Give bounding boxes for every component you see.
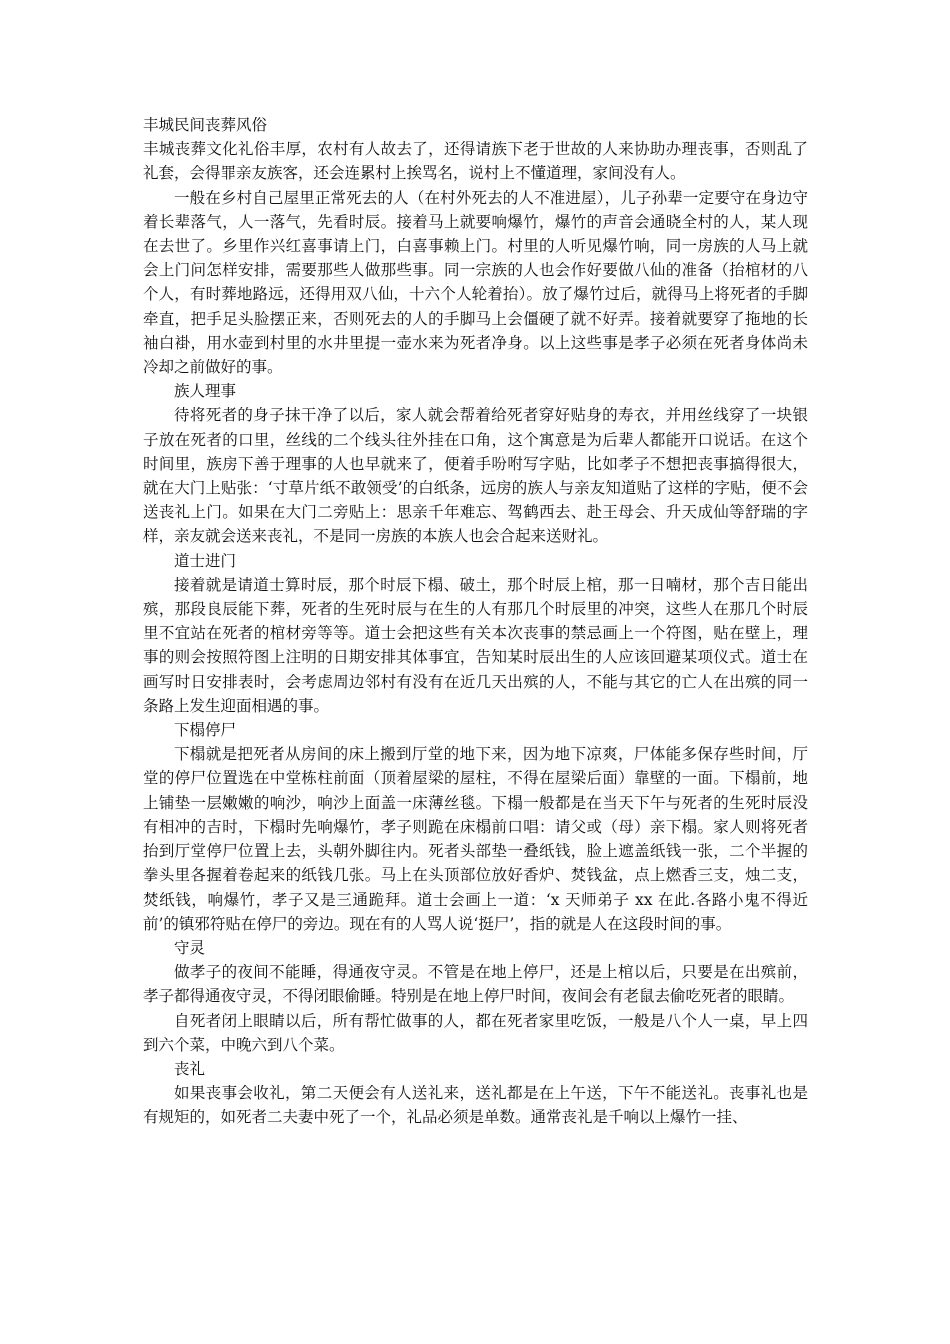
paragraph-taoist-priest: 接着就是请道士算时辰，那个时辰下榻、破土，那个时辰上棺，那一日喃材，那个吉日能出殡，那段良辰能下葬，死者的生死时辰与在生的人有那几个时辰里的冲突，这些人在那几个时辰里不宜站在死者的棺材旁等等。道士会把这些有关本次丧事的禁忌画上一个符图，贴在壁上，理事的则会按照符图上注明的日期安排其体事宜，告知某时辰出生的人应该回避某项仪式。道士在画写时日安排表时，会考虑周边邻村有没有在近几天出殡的人，不能与其它的亡人在出殡的同一条路上发生迎面相遇的事。 [143,575,808,715]
paragraph-death-rites: 一般在乡村自己屋里正常死去的人（在村外死去的人不准进屋），儿子孙辈一定要守在身边守着长辈落气，人一落气，先看时辰。接着马上就要响爆竹，爆竹的声音会通晓全村的人，某人现在去世了。乡里作兴红喜事请上门，白喜事赖上门。村里的人听见爆竹响，同一房族的人马上就会上门问怎样安排，需要那些人做那些事。同一宗族的人也会作好要做八仙的准备（抬棺材的八个人，有时葬地路远，还得用双八仙，十六个人轮着抬）。放了爆竹过后，就得马上将死者的手脚牵直，把手足头脸摆正来，否则死去的人的手脚马上会僵硬了就不好弄。接着就要穿了拖地的长袖白褂，用水壶到村里的水井里提一壶水来为死者净身。以上这些事是孝子必须在死者身体尚未冷却之前做好的事。 [143,188,808,377]
paragraph-vigil: 做孝子的夜间不能睡，得通夜守灵。不管是在地上停尸，还是上棺以后，只要是在出殡前，孝子都得通夜守灵，不得闭眼偷睡。特别是在地上停尸时间，夜间会有老鼠去偷吃死者的眼睛。 [143,963,808,1006]
document-page [143,113,808,1130]
intro-paragraph: 丰城丧葬文化礼俗丰厚，农村有人故去了，还得请族下老于世故的人来协助办理丧事，否则乱了礼套，会得罪亲友族客，还会连累村上挨骂名，说村上不懂道理，家间没有人。 [143,140,808,183]
section-heading-funeral-gifts: 丧礼 [174,1059,206,1078]
paragraph-laying-out: 下榻就是把死者从房间的床上搬到厅堂的地下来，因为地下凉爽，尸体能多保存些时间，厅堂的停尸位置选在中堂栋柱前面（顶着屋梁的屋柱，不得在屋梁后面）靠壁的一面。下榻前，地上铺垫一层嫩嫩的响沙，响沙上面盖一床薄丝毯。下榻一般都是在当天下午与死者的生死时辰没有相冲的吉时，下榻时先响爆竹，孝子则跪在床榻前口唱：请父或（母）亲下榻。家人则将死者抬到厅堂停尸位置上去，头朝外脚往内。死者头部垫一叠纸钱，脸上遮盖纸钱一张，二个半握的拳头里各握着卷起来的纸钱几张。马上在头顶部位放好香炉、焚钱盆，点上燃香三支，烛二支，焚纸钱，响爆竹，孝子又是三通跪拜。道士会画上一道：‘x 天师弟子 xx 在此.各路小鬼不得近前’的镇邪符贴在停尸的旁边。现在有的人骂人说‘挺尸’，指的就是人在这段时间的事。 [143,745,808,933]
document-title: 丰城民间丧葬风俗 [143,116,268,134]
paragraph-meals: 自死者闭上眼睛以后，所有帮忙做事的人，都在死者家里吃饭，一般是八个人一桌，早上四到六个菜，中晚六到八个菜。 [143,1011,808,1054]
section-heading-taoist-priest: 道士进门 [174,551,237,570]
section-heading-vigil: 守灵 [174,938,206,957]
section-heading-laying-out: 下榻停尸 [174,721,237,740]
section-heading-clan-affairs: 族人理事 [174,382,237,401]
paragraph-clan-affairs: 待将死者的身子抹干净了以后，家人就会帮着给死者穿好贴身的寿衣，并用丝线穿了一块银子放在死者的口里，丝线的二个线头往外挂在口角，这个寓意是为后辈人都能开口说话。在这个时间里，族房下善于理事的人也早就来了，便着手吩咐写字贴，比如孝子不想把丧事搞得很大，就在大门上贴张：‘寸草片纸不敢领受’的白纸条，远房的族人与亲友知道贴了这样的字贴，便不会送丧礼上门。如果在大门二旁贴上：思亲千年难忘、驾鹤西去、赴王母会、升天成仙等舒瑞的字样，亲友就会送来丧礼，不是同一房族的本族人也会合起来送财礼。 [143,406,808,546]
paragraph-funeral-gifts: 如果丧事会收礼，第二天便会有人送礼来，送礼都是在上午送，下午不能送礼。丧事礼也是有规矩的，如死者二夫妻中死了一个，礼品必须是单数。通常丧礼是千响以上爆竹一挂、 [143,1084,808,1127]
